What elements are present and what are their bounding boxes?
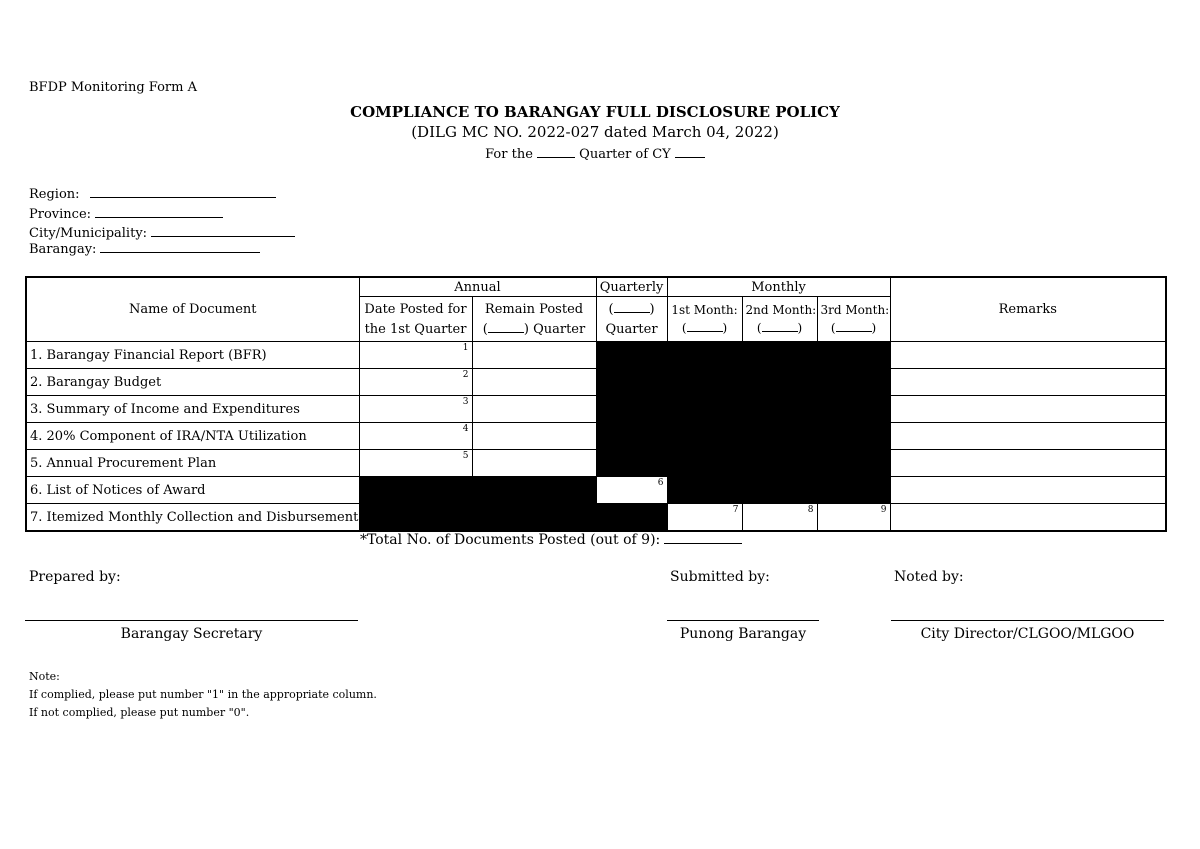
blocked-cell: [667, 369, 742, 396]
cy-blank[interactable]: [675, 145, 705, 158]
cell-mark: 5: [462, 451, 469, 461]
blocked-cell: [359, 504, 472, 532]
month3-label: 3rd Month:: [820, 303, 890, 317]
form-title: COMPLIANCE TO BARANGAY FULL DISCLOSURE POLICY: [350, 103, 840, 121]
cell-mark: 3: [462, 397, 469, 407]
blocked-cell: [596, 423, 667, 450]
table-row: [26, 423, 1166, 450]
table-row: [26, 477, 1166, 504]
remarks-header: Remarks: [890, 277, 1166, 342]
month1-paren-line: [671, 321, 739, 335]
period-line: [0, 145, 1190, 162]
remain-posted-header: [472, 297, 596, 342]
total-label: *Total No. of Documents Posted (out of 9):: [360, 532, 661, 548]
table-row: [26, 450, 1166, 477]
document-name: 1. Barangay Financial Report (BFR): [26, 342, 359, 369]
blocked-cell: [667, 450, 742, 477]
province-field: [29, 205, 223, 222]
month3-paren-line: [821, 321, 887, 335]
blocked-cell: [817, 369, 890, 396]
close-paren: ): [649, 301, 655, 317]
open-paren: (: [830, 321, 836, 335]
punong-title: Punong Barangay: [679, 626, 807, 642]
note-line-1: If complied, please put number "1" in the appropriate column.: [29, 688, 377, 701]
blocked-cell: [742, 477, 817, 504]
blocked-cell: [742, 423, 817, 450]
month2-header: [742, 297, 817, 342]
for-the-label: For the: [485, 147, 533, 162]
remarks-cell[interactable]: [890, 504, 1166, 532]
blocked-cell: [596, 369, 667, 396]
province-blank[interactable]: [95, 205, 223, 218]
blocked-cell: [742, 396, 817, 423]
date-posted-cell[interactable]: [359, 369, 472, 396]
blocked-cell: [596, 342, 667, 369]
date-posted-cell[interactable]: [359, 450, 472, 477]
table-row: [26, 342, 1166, 369]
remain-posted-cell[interactable]: [472, 342, 596, 369]
annual-header: Annual: [359, 277, 596, 297]
blocked-cell: [472, 477, 596, 504]
region-field: [29, 185, 276, 202]
blocked-cell: [742, 450, 817, 477]
month1-header: [667, 297, 742, 342]
blocked-cell: [596, 450, 667, 477]
city-field: [29, 224, 295, 241]
compliance-table: [25, 276, 1167, 532]
close-paren: ): [871, 321, 877, 335]
punong-signature-line[interactable]: [667, 620, 819, 621]
barangay-label: Barangay:: [29, 242, 97, 257]
month3-blank[interactable]: [836, 321, 872, 332]
blocked-cell: [667, 423, 742, 450]
blocked-cell: [667, 342, 742, 369]
month2-blank[interactable]: [762, 321, 798, 332]
submitted-by-label: Submitted by:: [670, 569, 770, 585]
blocked-cell: [742, 342, 817, 369]
blocked-cell: [817, 477, 890, 504]
month2-paren-line: [746, 321, 814, 335]
cell-mark: 7: [732, 505, 739, 515]
blocked-cell: [667, 477, 742, 504]
secretary-title: Barangay Secretary: [120, 626, 263, 642]
close-paren: ): [523, 321, 529, 337]
month2-cell[interactable]: [742, 504, 817, 532]
cell-mark: 8: [807, 505, 814, 515]
remarks-cell[interactable]: [890, 369, 1166, 396]
date-posted-header: [359, 297, 472, 342]
blocked-cell: [742, 369, 817, 396]
form-subtitle: (DILG MC NO. 2022-027 dated March 04, 2022): [411, 123, 779, 141]
province-label: Province:: [29, 207, 92, 222]
table-row: [26, 369, 1166, 396]
note-line-2: If not complied, please put number "0".: [29, 706, 250, 719]
close-paren: ): [722, 321, 728, 335]
barangay-blank[interactable]: [100, 240, 260, 253]
noted-by-label: Noted by:: [894, 569, 964, 585]
document-name: 7. Itemized Monthly Collection and Disbursement: [26, 504, 359, 532]
quarterly-blank[interactable]: [614, 302, 650, 313]
form-code: BFDP Monitoring Form A: [29, 80, 197, 95]
document-name: 2. Barangay Budget: [26, 369, 359, 396]
blocked-cell: [667, 396, 742, 423]
quarterly-cell[interactable]: [596, 477, 667, 504]
remarks-cell[interactable]: [890, 342, 1166, 369]
barangay-field: [29, 240, 260, 257]
city-label: City/Municipality:: [29, 226, 148, 241]
blocked-cell: [817, 450, 890, 477]
cell-mark: 4: [462, 424, 469, 434]
table-row: [26, 396, 1166, 423]
open-paren: (: [482, 321, 488, 337]
month1-blank[interactable]: [687, 321, 723, 332]
month2-label: 2nd Month:: [745, 303, 817, 317]
blocked-cell: [472, 504, 596, 532]
table-row: [26, 504, 1166, 532]
blocked-cell: [359, 477, 472, 504]
open-paren: (: [681, 321, 687, 335]
date-posted-cell[interactable]: [359, 423, 472, 450]
director-title: City Director/CLGOO/MLGOO: [920, 626, 1135, 642]
document-name: 5. Annual Procurement Plan: [26, 450, 359, 477]
remain-quarter-line: [476, 322, 593, 337]
blocked-cell: [596, 504, 667, 532]
remain-posted-cell[interactable]: [472, 396, 596, 423]
prepared-by-label: Prepared by:: [29, 569, 121, 585]
blocked-cell: [817, 396, 890, 423]
quarter-blank[interactable]: [537, 145, 575, 158]
cell-mark: 6: [657, 478, 664, 488]
close-paren: ): [797, 321, 803, 335]
document-name: 4. 20% Component of IRA/NTA Utilization: [26, 423, 359, 450]
document-name: 3. Summary of Income and Expenditures: [26, 396, 359, 423]
remain-posted-label: Remain Posted: [484, 301, 584, 317]
document-name: 6. List of Notices of Award: [26, 477, 359, 504]
region-label: Region:: [29, 187, 80, 202]
quarter-of-cy-label: Quarter of CY: [579, 147, 671, 162]
date-posted-line2: the 1st Quarter: [364, 321, 467, 337]
open-paren: (: [756, 321, 762, 335]
region-blank[interactable]: [90, 185, 276, 198]
header-row-1: [26, 277, 1166, 297]
cell-mark: 9: [880, 505, 887, 515]
quarterly-paren-line: [600, 302, 664, 317]
remain-quarter-label: Quarter: [533, 321, 586, 337]
remain-posted-cell[interactable]: [472, 369, 596, 396]
quarterly-subheader: [596, 297, 667, 342]
date-posted-cell[interactable]: [359, 342, 472, 369]
cell-mark: 2: [462, 370, 469, 380]
month3-cell[interactable]: [817, 504, 890, 532]
open-paren: (: [608, 301, 614, 317]
note-label: Note:: [29, 670, 60, 683]
total-documents: [360, 531, 742, 548]
remarks-cell[interactable]: [890, 477, 1166, 504]
remain-posted-cell[interactable]: [472, 450, 596, 477]
remain-posted-cell[interactable]: [472, 423, 596, 450]
blocked-cell: [817, 342, 890, 369]
city-blank[interactable]: [151, 224, 295, 237]
remain-quarter-blank[interactable]: [488, 322, 524, 333]
quarterly-header: Quarterly: [596, 277, 667, 297]
remarks-cell[interactable]: [890, 423, 1166, 450]
secretary-signature-line[interactable]: [25, 620, 358, 621]
blocked-cell: [817, 423, 890, 450]
date-posted-line1: Date Posted for: [364, 301, 467, 317]
date-posted-cell[interactable]: [359, 396, 472, 423]
remarks-cell[interactable]: [890, 396, 1166, 423]
name-of-document-header: Name of Document: [26, 277, 359, 342]
month1-label: 1st Month:: [671, 303, 738, 317]
remarks-cell[interactable]: [890, 450, 1166, 477]
blocked-cell: [596, 396, 667, 423]
month3-header: [817, 297, 890, 342]
quarterly-quarter-label: Quarter: [605, 321, 658, 337]
total-blank[interactable]: [664, 531, 742, 544]
director-signature-line[interactable]: [891, 620, 1164, 621]
cell-mark: 1: [462, 343, 469, 353]
month1-cell[interactable]: [667, 504, 742, 532]
monthly-header: Monthly: [667, 277, 890, 297]
